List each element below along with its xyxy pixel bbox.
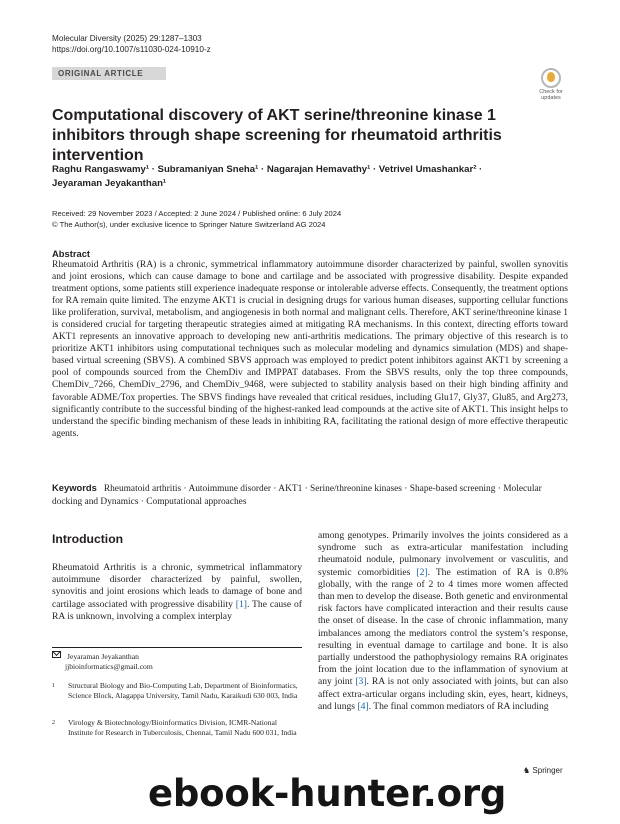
reference-link-1[interactable]: [1] xyxy=(235,598,247,610)
affiliation-text: Structural Biology and Bio-Computing Lab, Department of Bioinformatics, Science Block, Alagappa University, Tamil Nadu, Karaikudi 630 003, India xyxy=(68,681,298,701)
affiliation-1 xyxy=(52,681,302,702)
publisher-logo xyxy=(523,766,563,775)
author-list: Raghu Rangaswamy¹ · Subramaniyan Sneha¹ · Nagarajan Hemavathy¹ · Vetrivel Umashankar² · Jeyaraman Jeyakanthan¹ xyxy=(52,164,483,189)
journal-header xyxy=(52,33,211,55)
keywords-section xyxy=(52,482,568,508)
keywords-label: Keywords xyxy=(52,482,97,493)
corresponding-author-email[interactable]: jjbioinformatics@gmail.com xyxy=(65,662,153,672)
keywords-list: Rheumatoid arthritis · Autoimmune disorder · AKT1 · Serine/threonine kinases · Shape-based screening · Molecular docking and Dynamics · Computational approaches xyxy=(52,484,542,507)
springer-horse-icon: ♞ xyxy=(523,766,531,775)
introduction-left-column xyxy=(52,562,302,623)
article-type-label: ORIGINAL ARTICLE xyxy=(52,67,166,80)
article-title: Computational discovery of AKT serine/threonine kinase 1 inhibitors through shape screening for rheumatoid arthritis intervention xyxy=(52,107,502,164)
intro-left-text-a: Rheumatoid Arthritis is a chronic, symmetrical inflammatory autoimmune disorder characterized by painful, swollen, synovitis and joint erosions which leads to damage of bone and cartilage associated with progressive disability xyxy=(52,562,302,610)
article-dates xyxy=(52,209,552,230)
check-badge-line2: updates xyxy=(541,95,561,101)
reference-link-4[interactable]: [4] xyxy=(357,700,369,712)
journal-doi[interactable]: https://doi.org/10.1007/s11030-024-10910-z xyxy=(52,45,211,54)
corresponding-author-name: Jeyaraman Jeyakanthan xyxy=(67,652,139,661)
check-for-updates-badge[interactable] xyxy=(534,68,568,102)
affiliation-text: Virology & Biotechnology/Bioinformatics Division, ICMR-National Institute for Research in Tuberculosis, Chennai, Tamil Nadu 600 031, India xyxy=(68,718,297,738)
correspondence-block xyxy=(52,651,302,673)
abstract-heading: Abstract xyxy=(52,248,91,259)
journal-citation: Molecular Diversity (2025) 29:1287–1303 xyxy=(52,34,202,43)
affiliation-2 xyxy=(52,718,302,739)
publisher-name: Springer xyxy=(532,766,563,775)
affiliation-number: 2 xyxy=(52,720,55,726)
intro-left-text-b: . The cause of RA is unknown, involving a complex interplay xyxy=(52,598,302,622)
intro-right-text-d: . The final common mediators of RA including xyxy=(368,700,549,712)
intro-right-text-c: . RA is not only associated with joints, but can also affect extra-articular organs including skin, eyes, heart, kidneys, and lungs xyxy=(318,676,568,712)
introduction-heading: Introduction xyxy=(52,532,124,546)
footnote-divider xyxy=(52,647,302,648)
introduction-right-column xyxy=(318,530,568,713)
intro-right-text-b: . The estimation of RA is 0.8% globally, with the range of 2 to 4 times more women affected than men to develop the disease. Both genetic and environmental risk factors have complicated interaction and their results cause the onset of disease. In the case of chronic inflammation, many imbalances among the mediators control the system’s response, resulting in eventual damage to cartilage and bone. It is also partially understood the pathophysiology remains RA originates from the joint location due to the inflammation of synovium at any joint xyxy=(318,566,568,688)
intro-right-text-a: among genotypes. Primarily involves the joints considered as a syndrome such as extra-articular manifestation including rheumatoid nodule, pulmonary involvement or vasculitis, and systemic comorbidities xyxy=(318,530,568,578)
abstract-text: Rheumatoid Arthritis (RA) is a chronic, symmetrical inflammatory autoimmune disorder characterized by painful, swollen synovitis and joint erosions, which can cause damage to bone and cartilage and be associated with progressive disability. Despite expanded treatment options, some patients still experience inadequate response or intolerable adverse effects. Consequently, the treatment options for RA remain quite limited. The enzyme AKT1 is crucial in designing drugs for various human diseases, supporting cellular functions like proliferation, survival, metabolism, and angiogenesis in both normal and malignant cells. Therefore, AKT serine/threonine kinase 1 is considered crucial for targeting therapeutic strategies aimed at mitigating RA mechanisms. In this context, directing efforts toward AKT1 represents an innovative approach to developing new anti-arthritis medications. The primary objective of this research is to prioritize AKT1 inhibitors using computational techniques such as molecular modeling and dynamics simulation (MDS) and shape-based virtual screening (SBVS). A combined SBVS approach was employed to predict potent inhibitors against AKT1 by screening a pool of compounds sourced from the ChemDiv and IMPPAT databases. From the SBVS results, only the top three compounds, ChemDiv_7266, ChemDiv_2796, and ChemDiv_9468, were subjected to stability analysis based on their high binding affinity and favorable ADME/Tox properties. The SBVS findings have revealed that critical residues, including Glu17, Gly37, Glu85, and Arg273, significantly contribute to the successful binding of the highest-ranked lead compounds at the active site of AKT1. This insight helps to understand the specific binding mechanism of these leads in inhibiting RA, facilitating the rational design of more effective therapeutic agents. xyxy=(52,260,568,439)
check-badge-line1: Check for xyxy=(539,89,563,95)
affiliation-number: 1 xyxy=(52,683,55,689)
crossmark-icon xyxy=(541,68,561,88)
envelope-icon xyxy=(52,651,61,658)
reference-link-3[interactable]: [3] xyxy=(355,676,367,688)
publication-history: Received: 29 November 2023 / Accepted: 2 June 2024 / Published online: 6 July 2024 xyxy=(52,209,342,218)
copyright-line: © The Author(s), under exclusive licence to Springer Nature Switzerland AG 2024 xyxy=(52,219,326,229)
reference-link-2[interactable]: [2] xyxy=(416,566,428,578)
watermark: ebook-hunter.org xyxy=(148,772,507,815)
